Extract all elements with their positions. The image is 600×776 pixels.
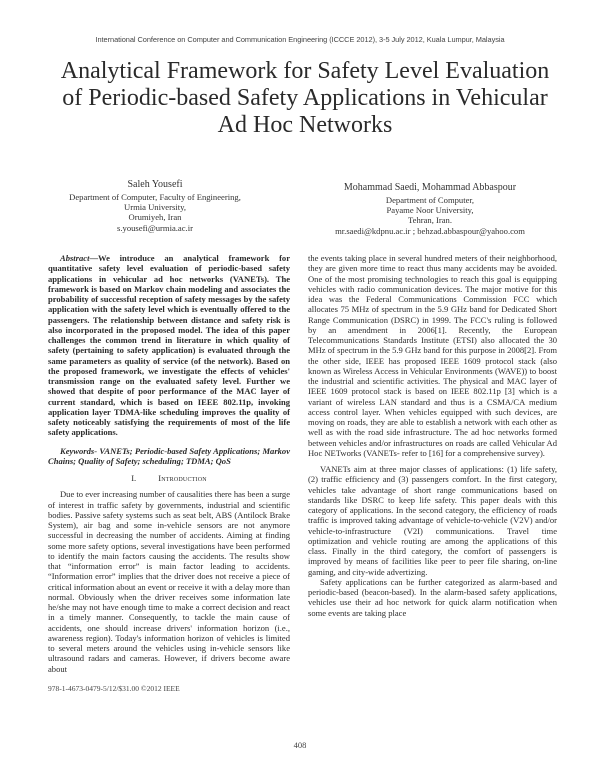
right-column (308, 253, 557, 618)
author-affiliation-line: Department of Computer, (385, 195, 475, 205)
author-affiliation-line: Department of Computer, Faculty of Engineering, (69, 192, 241, 202)
author-email: mr.saedi@kdpnu.ac.ir ; behzad.abbaspour@yahoo.com (335, 225, 525, 236)
abstract-label: Abstract (60, 253, 90, 263)
abstract (48, 253, 290, 438)
author-affiliation-line: Orumiyeh, Iran (128, 212, 182, 223)
section-title: Introduction (158, 473, 207, 483)
conference-header: International Conference on Computer and Communication Engineering (ICCCE 2012), 3-5 July 2012, Kuala Lumpur, Malaysia (95, 35, 505, 44)
title-line-3: Ad Hoc Networks (217, 112, 393, 138)
title-line-1: Analytical Framework for Safety Level Evaluation (60, 58, 550, 84)
author-name: Mohammad Saedi, Mohammad Abbaspour (343, 182, 517, 193)
author-affiliation-line: Payame Noor University, (386, 205, 474, 216)
body-paragraph: Safety applications can be further categorized as alarm-based and periodic-based (beacon-based). In the alarm-based safety applications, vehicles use their ad hoc network for quick alarm notification when some events are taking place (308, 576, 557, 618)
body-paragraph: VANETs aim at three major classes of applications: (1) life safety, (2) traffic efficiency and (3) passengers comfort. In the first category, vehicles take advantage of short range communications based on standards like DSRC to keep life safety. This paper deals with this category of applications. In the second category, the efficiency of roads traffic is improved taking advantage of vehicle-to-vehicle (V2V) and/or vehicle-to-infrastructure (V2I) communications. Travel time optimization and vehicle routing are among the applications of this class. Finally in the third category, the comfort of passengers is improved by means of facilities like peer to peer file sharing, on-line gaming, and city-wide advertizing. (308, 464, 557, 577)
section-heading-introduction (48, 473, 290, 483)
abstract-text: —We introduce an analytical framework for quantitative safety level evaluation of periodic-based safety applications in vehicular ad hoc networks (VANETs). The framework is based on Markov chain modeling and associates the probability of successful reception of safety messages by the safety application with the safety level which is eventually offered to the passengers. The relationship between distance and safety risk is also incorporated in the proposed model. The idea of this paper challenges the common trend in literature in which quality of safety (pertaining to safety application) is evaluated through the same parameters as quality of service (of the network). Based on the proposed framework, we investigate the effects of vehicles' transmission range on the evaluated safety level. Further we showed that despite of poor performance of the MAC layer of current standard, which is based on IEEE 802.11p, invoking application layer TDMA-like scheduling improves the quality of safety noticeably satisfying the requirements of most of the life safety applications. (48, 253, 290, 438)
author-block-1 (40, 178, 270, 233)
author-affiliation-line: Urmia University, (124, 202, 186, 213)
left-column (48, 253, 290, 674)
author-name: Saleh Yousefi (127, 179, 183, 190)
keywords: Keywords- VANETs; Periodic-based Safety Applications; Markov Chains; Quality of Safety; scheduling; TDMA; QoS (48, 445, 290, 466)
title-line-2: of Periodic-based Safety Applications in Vehicular (62, 85, 548, 111)
copyright-notice: 978-1-4673-0479-5/12/$31.00 ©2012 IEEE (48, 684, 180, 693)
body-paragraph: the events taking place in several hundred meters of their neighborhood, they are given more time to react thus many accidents may be avoided. One of the most promising technologies to reach this goal is equipping vehicles with radio communication devices. The major motive for this idea was the Federal Communications Commission FCC which allocates 75 MHz of spectrum in the 5.9 GHz band for Dedicated Short Range Communication (DSRC) in 1999. The FCC's ruling is followed by an amendment in 2006[1]. Recently, the European Telecommunications Standards Institute (ETSI) also allocated the 30 MHz of spectrum in the 5.9 GHz band for this purpose in 2008[2]. From the other side, IEEE has proposed IEEE 1609 protocol stack (also known as Wireless Access in Vehicular Environments (WAVE)) to boost the industrial and scientific activities. The physical and MAC layer of IEEE 1609 protocol stack is based on IEEE 802.11p [3] which is a variant of wireless LAN standard and thus is a CSMA/CA medium access control layer. When vehicles equipped with such devices, are moving on roads, they are able to establish a network with each other as well as with the road side infrastructure. The ad hoc networks formed between vehicles and/or infrastructures on roads are called Vehicular Ad Hoc NETworks (VANETs- refer to [16] for a comprehensive survey). (308, 253, 557, 458)
body-paragraph: Due to ever increasing number of causalities there has been a surge of interest in traffic safety by governments, industrial and scientific bodies. Passive safety systems such as seat belt, ABS (Antilock Brake System), air bag and some in-vehicle sensors are not anymore successful in decreasing the number of accidents. Aiming at finding some more safety options, several investigations have been performed to identify the main factors causing the accidents. The results show that “information error” is main factor leading to accidents. “Information error” implies that the driver does not receive a piece of critical information about an event or receive it with a delay more than normal. Obviously when the driver receives some information late he/she may not have enough time to make a correct decision and react in a timely manner. Consequently, to tackle the main cause of accidents, one should increase drivers' information horizon (i.e., awareness region). Today's information horizon of vehicles is limited to several meters around the vehicles using in-vehicle sensors like ultrasound radars and cameras. However, if drivers become aware about (48, 489, 290, 674)
page-number: 408 (293, 740, 307, 750)
section-number: I. (131, 473, 137, 483)
author-affiliation-line: Tehran, Iran. (407, 215, 452, 226)
author-block-2 (300, 181, 560, 236)
paper-title (40, 58, 570, 139)
author-email: s.yousefi@urmia.ac.ir (117, 222, 193, 233)
